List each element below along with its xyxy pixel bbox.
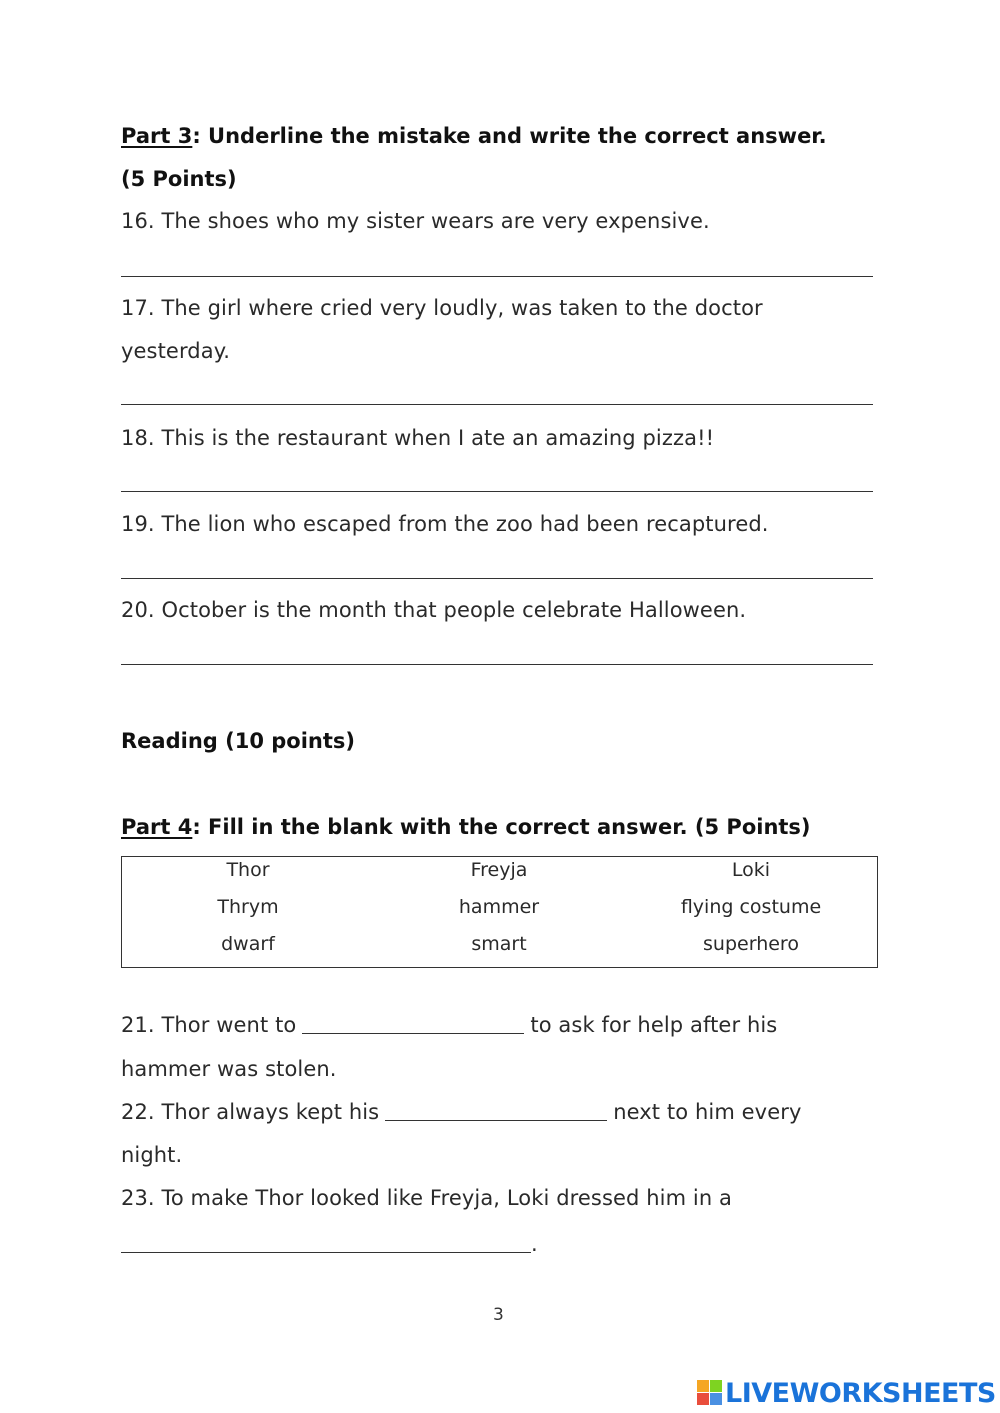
word-bank-item: Thor [226, 859, 270, 881]
question-17: 17. The girl where cried very loudly, was taken to the doctor [121, 296, 763, 320]
liveworksheets-brand: LIVEWORKSHEETS [725, 1377, 996, 1409]
page-number: 3 [493, 1305, 504, 1325]
question-22-text-cont: next to him every [613, 1100, 802, 1124]
answer-line-19[interactable] [121, 578, 873, 579]
liveworksheets-logo[interactable] [697, 1376, 996, 1410]
part3-points: (5 Points) [121, 167, 237, 191]
reading-title: Reading (10 points) [121, 729, 355, 753]
answer-line-18[interactable] [121, 491, 873, 492]
question-21-text-cont: to ask for help after his [530, 1013, 778, 1037]
question-18: 18. This is the restaurant when I ate an amazing pizza!! [121, 426, 715, 450]
word-bank-item: smart [471, 933, 527, 955]
word-bank-item: superhero [703, 933, 799, 955]
part3-heading [121, 124, 827, 148]
question-17-cont: yesterday. [121, 339, 231, 363]
liveworksheets-logo-icon [697, 1380, 723, 1406]
answer-line-17[interactable] [121, 404, 873, 405]
answer-line-16[interactable] [121, 276, 873, 277]
word-bank-item: dwarf [221, 933, 275, 955]
part4-heading-label: Part 4 [121, 815, 193, 839]
question-22-text: 22. Thor always kept his [121, 1100, 380, 1124]
word-bank-item: Freyja [470, 859, 528, 881]
question-21-text: 21. Thor went to [121, 1013, 297, 1037]
blank-23[interactable] [121, 1250, 531, 1253]
question-22 [121, 1100, 801, 1124]
question-22-line2: night. [121, 1143, 183, 1167]
question-16: 16. The shoes who my sister wears are very expensive. [121, 209, 710, 233]
blank-21[interactable] [302, 1031, 524, 1034]
part4-heading-text: : Fill in the blank with the correct answer. (5 Points) [192, 815, 811, 839]
blank-22[interactable] [385, 1118, 607, 1121]
part4-heading [121, 815, 811, 839]
word-bank-item: Loki [731, 859, 771, 881]
part3-heading-label: Part 3 [121, 124, 193, 148]
word-bank-item: Thrym [217, 896, 279, 918]
answer-line-20[interactable] [121, 664, 873, 665]
question-23-line2 [121, 1232, 538, 1256]
question-20: 20. October is the month that people celebrate Halloween. [121, 598, 747, 622]
word-bank-item: hammer [458, 896, 540, 918]
word-bank-item: flying costume [680, 896, 822, 918]
question-23-period: . [531, 1232, 538, 1256]
question-21-line2: hammer was stolen. [121, 1057, 337, 1081]
word-bank [121, 856, 878, 968]
part3-heading-text: : Underline the mistake and write the correct answer. [192, 124, 827, 148]
question-21 [121, 1013, 777, 1037]
question-23: 23. To make Thor looked like Freyja, Loki dressed him in a [121, 1186, 732, 1210]
question-19: 19. The lion who escaped from the zoo had been recaptured. [121, 512, 769, 536]
